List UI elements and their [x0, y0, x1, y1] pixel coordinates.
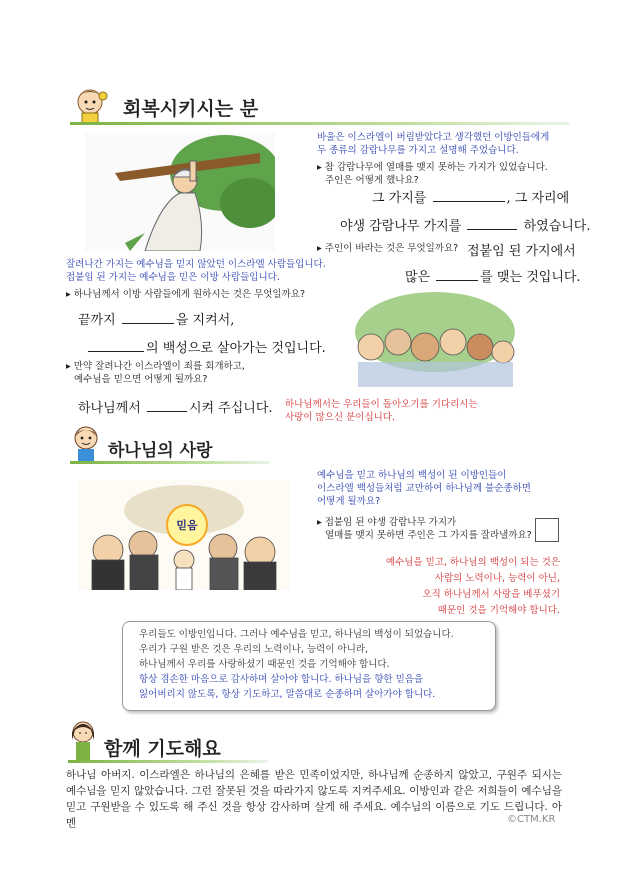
crowd-illustration	[78, 480, 290, 590]
blank-2[interactable]	[467, 217, 517, 230]
section2-intro: 예수님을 믿고 하나님의 백성이 된 이방인들이 이스라엘 백성들처럼 교만하여 하나님께 불순종하면 어떻게 될까요?	[317, 470, 531, 507]
section1-left-note: 잘려나간 가지는 예수님을 믿지 않았던 이스라엘 사람들입니다. 접붙임 된 가지는 예수님을 믿은 이방 사람들입니다.	[66, 259, 326, 283]
section1-intro: 바울은 이스라엘이 버림받았다고 생각했던 이방인들에게 두 종류의 감람나무를 가지고 설명해 주었습니다.	[317, 132, 550, 156]
section1-rule	[70, 122, 570, 125]
section2-red-note: 예수님을 믿고, 하나님의 백성이 되는 것은 사람의 노력이나, 능력이 아닌, 오직 하나님께서 사랑을 베푸셨기 때문인 것을 기억해야 합니다.	[385, 557, 560, 616]
copyright: ©CTM.KR	[507, 814, 556, 825]
girl-icon	[70, 423, 102, 463]
answer3-line2: 의 백성으로 살아가는 것입니다.	[86, 337, 326, 356]
blank-6[interactable]	[147, 399, 187, 412]
section3-title: 함께 기도해요	[104, 738, 221, 760]
section2-question: ▸ 접붙임 된 야생 감람나무 가지가 열매를 맺지 못하면 주인은 그 가지를 잘라낼까요?	[317, 517, 532, 541]
answer1-line2: 야생 감람나무 가지를 하였습니다.	[340, 219, 591, 234]
blank-5[interactable]	[88, 339, 144, 352]
section1-red-note: 하나님께서는 우리들이 돌아오기를 기다리시는 사랑이 많으신 분이십니다.	[285, 399, 478, 423]
answer-checkbox[interactable]	[535, 518, 559, 542]
prayer-text: 하나님 아버지. 이스라엘은 하나님의 은혜를 받은 민족이었지만, 하나님께 순종하지 않았고, 구원주 되시는 예수님을 믿지 않았습니다. 그런 잘못된 것을 따라가지 않도록 지켜주세요. 이방인과 같은 저희들이 예수님을 믿고 구원받을 수 있도록 해 주신 것을 항상 감사하며 살게 해 주세요. 예수님의 이름으로 기도 드립니다. 아멘	[66, 769, 562, 829]
section1-title: 회복시키시는 분	[123, 98, 259, 120]
section2-title: 하나님의 사랑	[108, 441, 213, 461]
answer2-line1: 접붙임 된 가지에서	[467, 244, 576, 259]
answer1-line1: 그 가지를 , 그 자리에	[372, 191, 570, 206]
people-illustration	[353, 292, 518, 387]
blank-3[interactable]	[436, 268, 478, 281]
faith-badge: 믿음	[166, 504, 208, 546]
section3-rule	[68, 760, 268, 763]
blank-4[interactable]	[122, 311, 174, 324]
blank-1[interactable]	[433, 189, 505, 202]
question3: ▸ 하나님께서 이방 사람들에게 원하시는 것은 무엇일까요?	[66, 289, 306, 300]
olive-tree-illustration	[85, 133, 275, 251]
answer3-line1: 끝까지 을 지켜서,	[78, 313, 235, 328]
section2-rule	[70, 461, 270, 464]
summary-box: 우리들도 이방인입니다. 그러나 예수님을 믿고, 하나님의 백성이 되었습니다. 우리가 구원 받은 것은 우리의 노력이나, 능력이 아니라, 하나님께서 우리를 사랑하셨기 때문인 것을 기억해야 합니다. 항상 겸손한 마음으로 감사하며 살아야 합니다. 하나님을 향한 믿음을 잃어버리지 않도록, 항상 기도하고, 말씀대로 순종하며 살아가야 합니다.	[122, 621, 496, 711]
boy-icon	[70, 84, 110, 124]
question2: ▸ 주인이 바라는 것은 무엇일까요?	[317, 243, 459, 254]
question1: ▸ 참 감람나무에 열매를 맺지 못하는 가지가 있었습니다. 주인은 어떻게 했나요?	[317, 162, 548, 186]
answer4: 하나님께서 시켜 주십니다.	[78, 401, 273, 416]
answer2-line2: 많은 를 맺는 것입니다.	[405, 270, 581, 285]
pray-icon	[68, 718, 98, 762]
question4: ▸ 만약 잘려나간 이스라엘이 죄를 회개하고, 예수님을 믿으면 어떻게 될까요?	[66, 361, 245, 385]
